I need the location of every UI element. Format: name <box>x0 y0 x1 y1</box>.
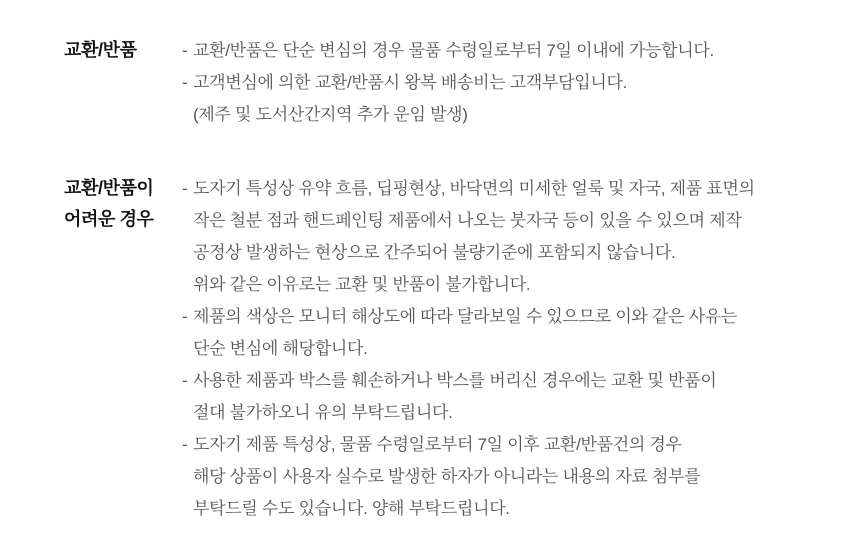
policy-section <box>0 173 860 525</box>
bullet-dash: - <box>182 435 188 454</box>
policy-line <box>182 493 830 525</box>
section-label-line: 어려운 경우 <box>64 209 154 229</box>
policy-line-text: 교환/반품은 단순 변심의 경우 물품 수령일로부터 7일 이내에 가능합니다. <box>193 41 714 60</box>
section-label <box>64 35 137 66</box>
policy-line <box>182 333 830 365</box>
policy-line <box>182 301 830 333</box>
policy-line <box>182 365 830 397</box>
policy-line <box>182 99 830 131</box>
policy-line <box>182 237 830 269</box>
bullet-dash: - <box>182 179 188 198</box>
policy-line-text: 작은 철분 점과 핸드페인팅 제품에서 나오는 붓자국 등이 있을 수 있으며 제작 <box>193 211 742 230</box>
policy-line <box>182 205 830 237</box>
bullet-dash: - <box>182 371 188 390</box>
bullet-dash: - <box>182 307 188 326</box>
policy-line <box>182 269 830 301</box>
policy-line-text: 해당 상품이 사용자 실수로 발생한 하자가 아니라는 내용의 자료 첨부를 <box>193 467 701 486</box>
policy-line <box>182 461 830 493</box>
policy-line-text: 부탁드릴 수도 있습니다. 양해 부탁드립니다. <box>193 499 510 518</box>
policy-line-text: 도자기 제품 특성상, 물품 수령일로부터 7일 이후 교환/반품건의 경우 <box>193 435 682 454</box>
section-label <box>64 173 154 235</box>
policy-line-text: 도자기 특성상 유약 흐름, 딥핑현상, 바닥면의 미세한 얼룩 및 자국, 제품 표면의 <box>193 179 755 198</box>
policy-line-text: 위와 같은 이유로는 교환 및 반품이 불가합니다. <box>193 275 531 294</box>
policy-line-text: 제품의 색상은 모니터 해상도에 따라 달라보일 수 있으므로 이와 같은 사유는 <box>193 307 738 326</box>
section-label-line: 교환/반품이 <box>64 178 154 198</box>
section-content <box>182 173 830 525</box>
policy-line <box>182 429 830 461</box>
policy-line-text: 단순 변심에 해당합니다. <box>193 339 368 358</box>
policy-section <box>0 0 860 131</box>
section-content <box>182 35 830 131</box>
policy-line <box>182 173 830 205</box>
bullet-dash: - <box>182 41 188 60</box>
policy-line-text: 사용한 제품과 박스를 훼손하거나 박스를 버리신 경우에는 교환 및 반품이 <box>193 371 717 390</box>
policy-line <box>182 35 830 67</box>
policy-line-text: 공정상 발생하는 현상으로 간주되어 불량기준에 포함되지 않습니다. <box>193 243 676 262</box>
policy-line-text: (제주 및 도서산간지역 추가 운임 발생) <box>193 105 468 124</box>
policy-line <box>182 67 830 99</box>
policy-line <box>182 397 830 429</box>
policy-line-text: 고객변심에 의한 교환/반품시 왕복 배송비는 고객부담입니다. <box>193 73 628 92</box>
bullet-dash: - <box>182 73 188 92</box>
policy-line-text: 절대 불가하오니 유의 부탁드립니다. <box>193 403 453 422</box>
section-label-line: 교환/반품 <box>64 40 137 60</box>
